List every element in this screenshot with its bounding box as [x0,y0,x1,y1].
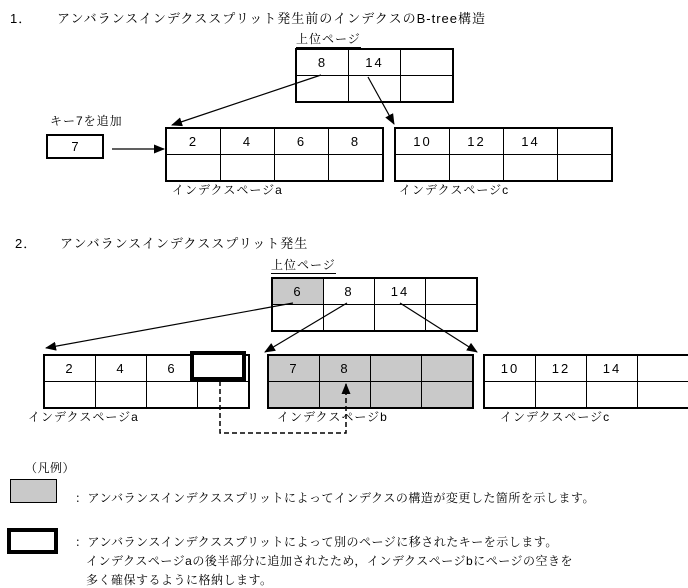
section2-title: アンバランスインデクススプリット発生 [60,236,309,251]
pointer-cell [320,382,371,409]
upper-page-label-2: 上位ページ [271,258,336,272]
cell: 8 [329,128,384,155]
pointer-cell [536,382,587,409]
pointer-cell [221,155,275,182]
legend-gray-box [10,479,57,503]
pointer-cell [329,155,384,182]
cell: 10 [484,355,536,382]
cell: 14 [375,278,426,305]
cell: 12 [536,355,587,382]
cell: 10 [395,128,450,155]
pointer-cell [371,382,422,409]
changed-cell: 8 [320,355,371,382]
legend-item-2-line1: ：アンバランスインデクススプリットによって別のページに移されたキーを示します。 [75,535,558,549]
cell: 6 [147,355,198,382]
cell: 12 [450,128,504,155]
section2-heading [15,233,308,252]
index-page-c-table-2 [483,354,688,409]
pointer-cell [349,76,401,103]
key-7-box [46,134,104,159]
pointer-cell [395,155,450,182]
changed-cell: 7 [268,355,320,382]
legend-item-1-text: ：アンバランスインデクススプリットによってインデクスの構造が変更した箇所を示します。 [75,491,595,505]
pointer-cell [587,382,638,409]
index-page-c-label-1: インデクスページc [399,183,510,197]
legend-item-2-line3: 多く確保するように格納します。 [86,573,273,587]
cell: 14 [587,355,638,382]
changed-cell [371,355,422,382]
cell: 2 [166,128,221,155]
cell: 14 [504,128,558,155]
pointer-cell [96,382,147,409]
cell: 14 [349,49,401,76]
pointer-cell [450,155,504,182]
legend-thick-border-box [7,528,58,554]
cell [638,355,688,382]
pointer-cell [375,305,426,332]
key-add-label: キー7を追加 [50,114,123,128]
cell: 4 [96,355,147,382]
upper-page-table-1 [295,48,454,103]
pointer-cell [638,382,688,409]
pointer-cell [422,382,474,409]
legend-item-2-text [75,533,573,588]
index-page-b-table-2 [267,354,474,409]
changed-cell: 6 [272,278,324,305]
pointer-cell [44,382,96,409]
pointer-cell [504,155,558,182]
pointer-cell [296,76,349,103]
legend-item-2-line2: インデクスページaの後半部分に追加されたため，インデクスページbにページの空きを [86,554,573,568]
cell [558,128,613,155]
cell: 2 [44,355,96,382]
cell [401,49,454,76]
index-page-a-label-2: インデクスページa [28,410,139,424]
index-page-c-label-2: インデクスページc [500,410,611,424]
pointer-cell [401,76,454,103]
cell: 6 [275,128,329,155]
pointer-cell [198,382,250,409]
section2-number: 2． [15,236,38,251]
section1-title: アンバランスインデクススプリット発生前のインデクスのB-tree構造 [57,11,486,26]
pointer-cell [558,155,613,182]
cell: 8 [296,49,349,76]
index-page-a-label-1: インデクスページa [172,183,283,197]
pointer-cell [426,305,478,332]
section1-number: 1． [10,11,33,26]
pointer-cell [147,382,198,409]
legend-title: （凡例） [25,461,76,475]
arrow-upper2-to-page-a [46,303,293,348]
pointer-cell [166,155,221,182]
pointer-cell [275,155,329,182]
moved-key-thick-frame [190,351,246,381]
cell [426,278,478,305]
upper-page-label-1: 上位ページ [296,32,361,46]
section1-heading [10,8,486,27]
key-7-value: 7 [71,139,79,154]
changed-cell [422,355,474,382]
upper-page-table-2 [271,277,478,332]
pointer-cell [484,382,536,409]
pointer-cell [324,305,375,332]
index-page-a-table-1 [165,127,384,182]
pointer-cell [268,382,320,409]
index-page-b-label-2: インデクスページb [277,410,388,424]
cell: 4 [221,128,275,155]
cell: 8 [324,278,375,305]
pointer-cell [272,305,324,332]
index-page-c-table-1 [394,127,613,182]
